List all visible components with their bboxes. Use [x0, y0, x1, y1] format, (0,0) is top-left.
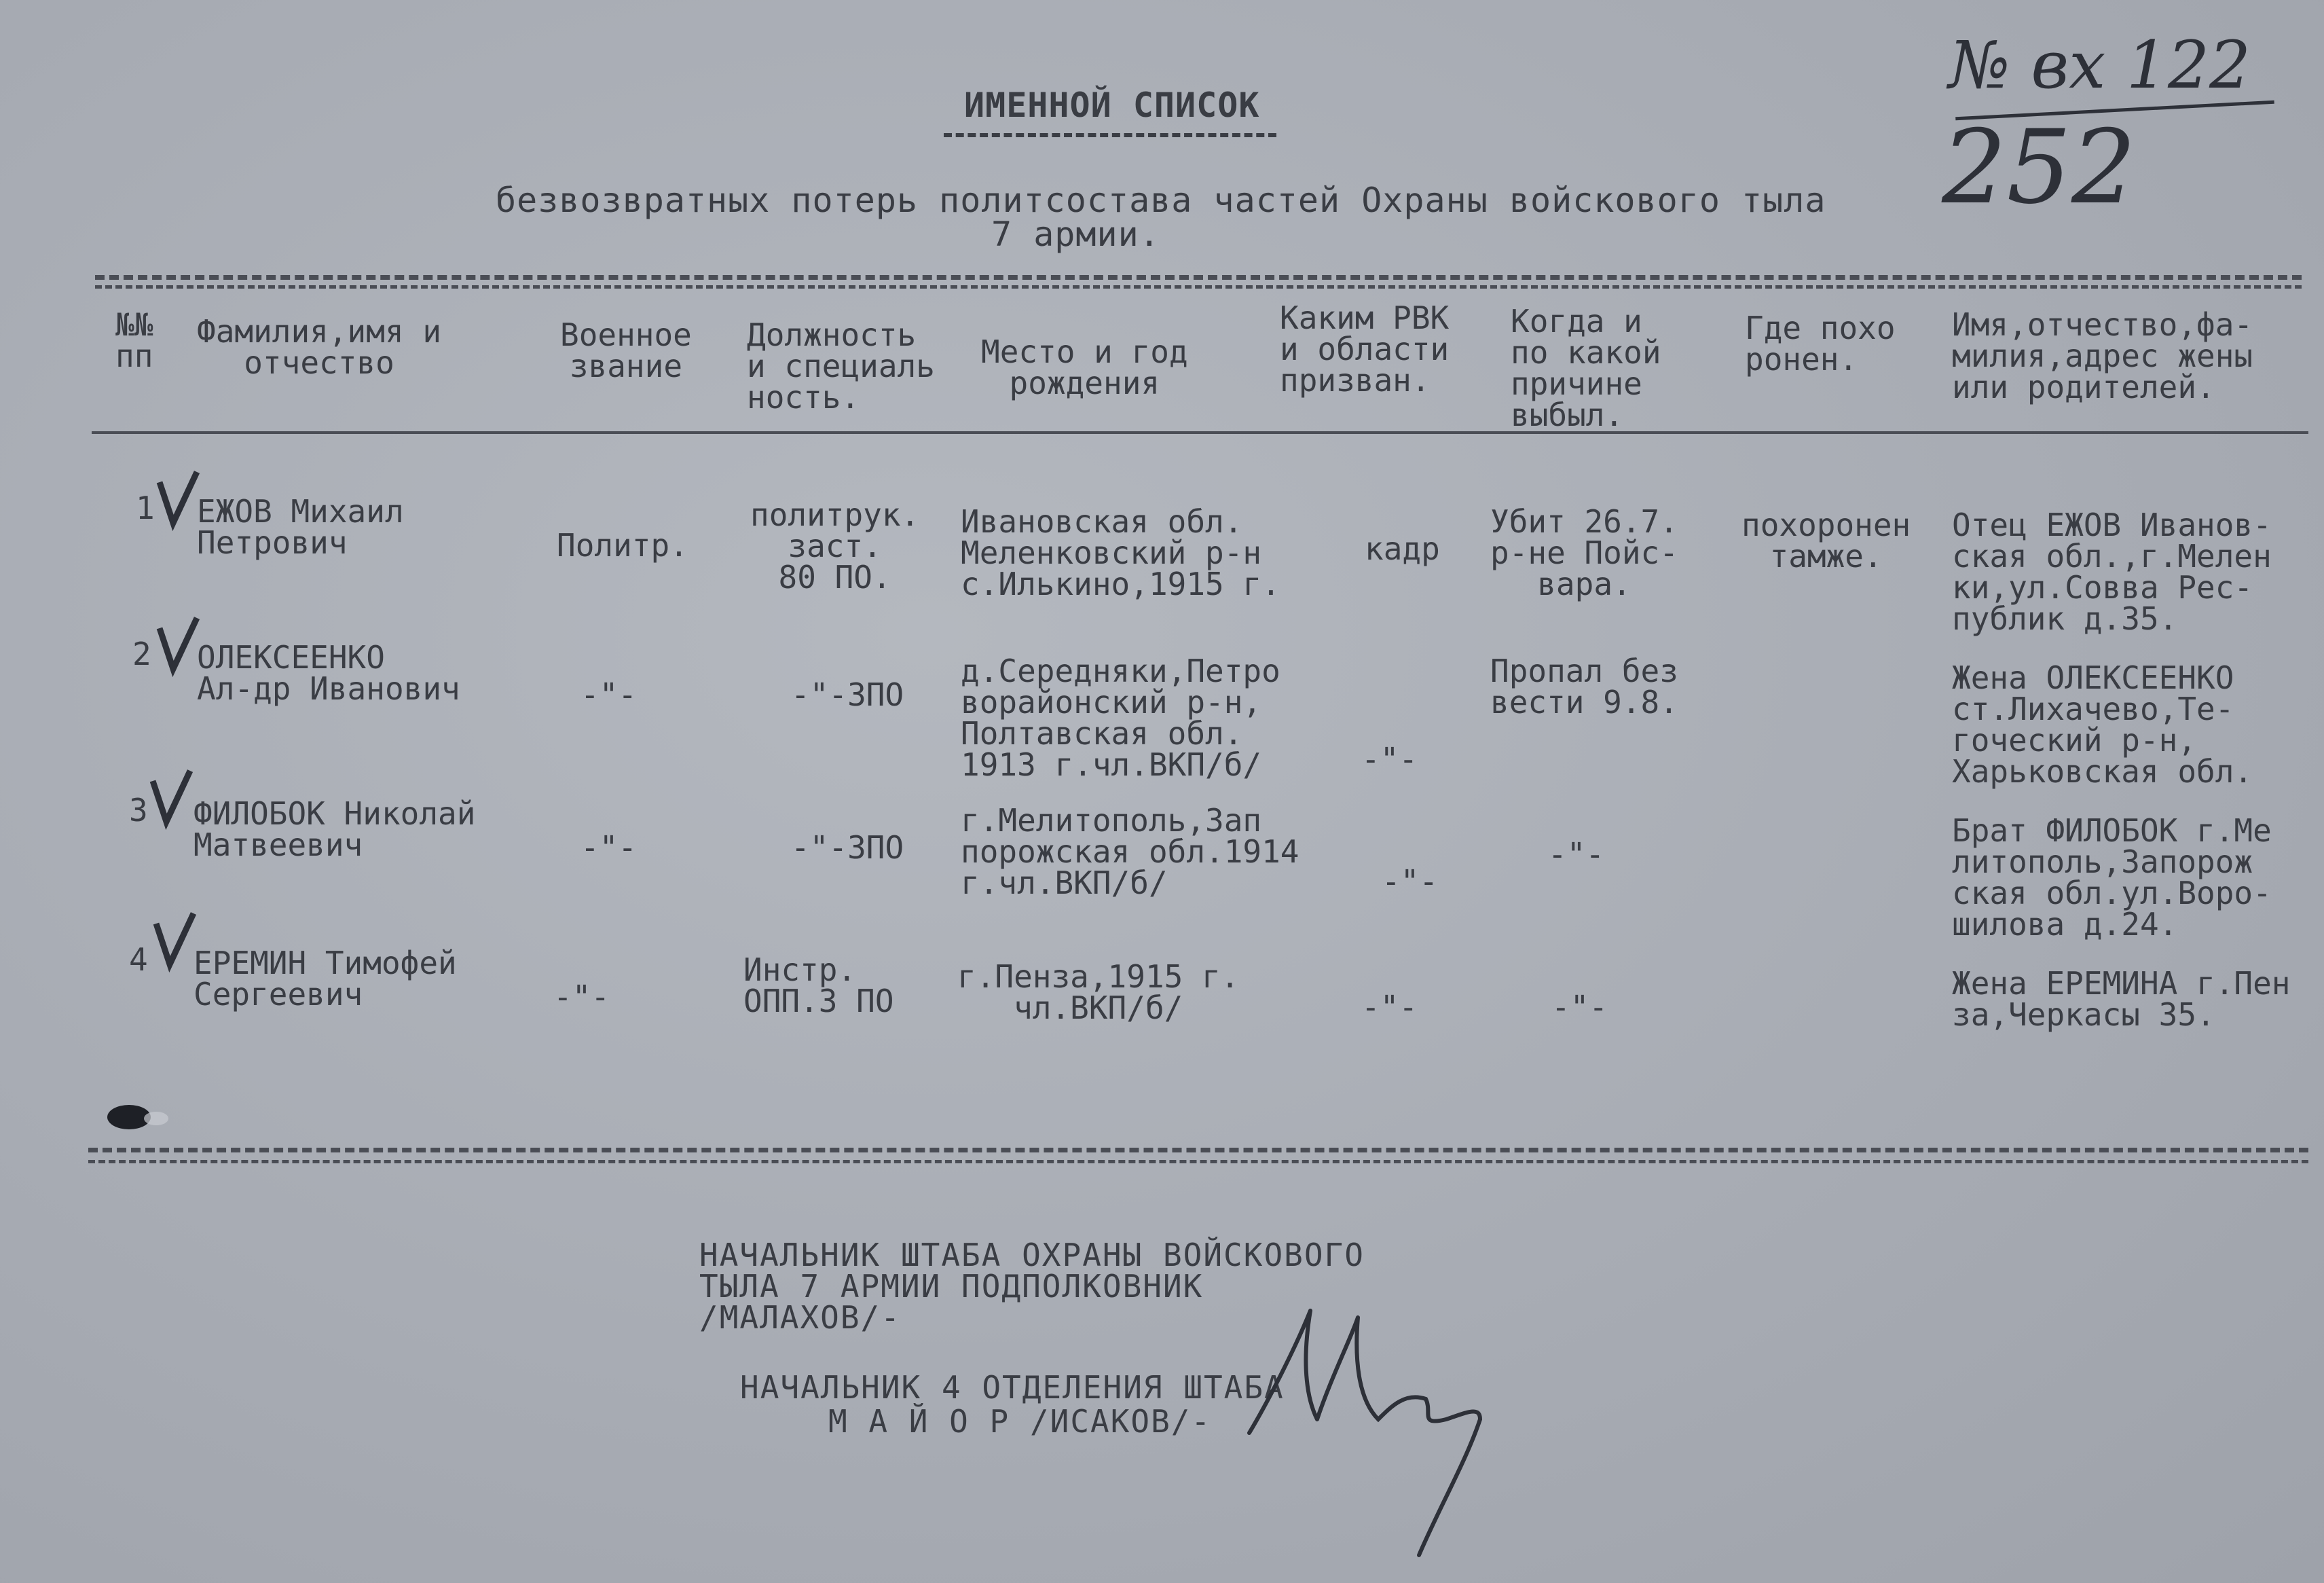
title-underline — [944, 133, 1276, 137]
page-number: 252 — [1942, 109, 2137, 227]
handwritten-signature-icon — [1222, 1284, 1507, 1569]
row3-rank: -"- — [580, 829, 638, 866]
row1-birth: Ивановская обл. Меленковский р-н с.Илькино,1915 г. — [961, 503, 1280, 602]
col-header-buried: Где похо ронен. — [1745, 310, 1896, 378]
row3-number: 3 — [129, 792, 148, 829]
archive-mark: № вх 122 — [1949, 27, 2251, 103]
table-top-rule — [95, 275, 2302, 280]
row3-name: ФИЛОБОК Николай Матвеевич — [193, 795, 476, 863]
row1-relatives: Отец ЕЖОВ Иванов- ская обл.,г.Мелен ки,ул.Совва Рес- публик д.35. — [1952, 507, 2272, 637]
row1-rank: Политр. — [557, 527, 688, 564]
row1-when: Убит 26.7. р-не Пойс- вара. — [1490, 503, 1678, 602]
row2-when: Пропал без вести 9.8. — [1490, 653, 1678, 721]
document-subtitle-line1: безвозвратных потерь политсостава частей Охраны войскового тыла — [496, 181, 1826, 220]
signature-block-chief-of-staff: НАЧАЛЬНИК ШТАБА ОХРАНЫ ВОЙСКОВОГО ТЫЛА 7 АРМИИ ПОДПОЛКОВНИК /МАЛАХОВ/- — [699, 1237, 1365, 1336]
row4-number: 4 — [129, 941, 148, 978]
col-header-rvk: Каким РВК и области призван. — [1280, 299, 1450, 399]
document-subtitle-line2: 7 армии. — [991, 215, 1160, 254]
row3-position: -"-ЗПО — [791, 829, 904, 866]
row4-rvk: -"- — [1361, 989, 1418, 1025]
row2-number: 2 — [132, 636, 151, 672]
col-header-name: Фамилия,имя и отчество — [197, 313, 442, 381]
row1-position: политрук. заст. 80 ПО. — [750, 496, 920, 596]
table-bottom-rule — [88, 1148, 2308, 1152]
row3-checkmark-icon — [149, 767, 197, 829]
col-header-when: Когда и по какой причине выбыл. — [1511, 303, 1661, 433]
row4-birth: г.Пенза,1915 г. чл.ВКП/б/ — [957, 958, 1240, 1026]
row4-rank: -"- — [553, 979, 610, 1015]
col-header-position: Должность и специаль ность. — [747, 316, 935, 416]
row3-birth: г.Мелитополь,Зап порожская обл.1914 г.чл.ВКП/б/ — [961, 802, 1299, 901]
header-bottom-rule — [92, 431, 2308, 434]
row1-rvk: кадр — [1365, 530, 1440, 567]
row4-relatives: Жена ЕРЕМИНА г.Пен за,Черкасы 35. — [1952, 965, 2291, 1033]
row2-birth: д.Середняки,Петро ворайонский р-н, Полтавская обл. 1913 г.чл.ВКП/б/ — [961, 653, 1280, 783]
row4-position: Инстр. ОПП.3 ПО — [743, 951, 894, 1019]
row1-buried: похоронен тамже. — [1741, 507, 1911, 575]
row2-rvk: -"- — [1361, 741, 1418, 778]
row3-when: -"- — [1548, 836, 1605, 873]
row2-position: -"-ЗПО — [791, 676, 904, 713]
row1-checkmark-icon — [156, 469, 204, 530]
row3-relatives: Брат ФИЛОБОК г.Ме литополь,Запорож ская обл.ул.Воро- шилова д.24. — [1952, 812, 2272, 943]
row2-relatives: Жена ОЛЕКСЕЕНКО ст.Лихачево,Те- гоческий р-н, Харьковская обл. — [1952, 659, 2253, 790]
col-header-relatives: Имя,отчество,фа- милия,адрес жены или родителей. — [1952, 306, 2253, 405]
row2-checkmark-icon — [156, 615, 204, 676]
row3-rvk: -"- — [1382, 863, 1439, 900]
row1-number: 1 — [136, 490, 155, 526]
col-header-birth: Место и год рождения — [981, 333, 1188, 401]
document-title: ИМЕННОЙ СПИСОК — [964, 86, 1260, 125]
signature-block-department-head-line1: НАЧАЛЬНИК 4 ОТДЕЛЕНИЯ ШТАБА — [740, 1369, 1285, 1406]
row2-rank: -"- — [580, 676, 638, 713]
table-top-rule-2 — [95, 285, 2302, 289]
row2-name: ОЛЕКСЕЕНКО Ал-др Иванович — [197, 639, 460, 707]
row4-when: -"- — [1551, 989, 1608, 1025]
row4-name: ЕРЕМИН Тимофей Сергеевич — [193, 945, 457, 1013]
ink-blot-icon — [105, 1097, 173, 1138]
table-bottom-rule-2 — [88, 1160, 2308, 1163]
row1-name: ЕЖОВ Михаил Петрович — [197, 493, 404, 561]
row4-checkmark-icon — [153, 910, 200, 971]
signature-block-department-head-line2: М А Й О Р /ИСАКОВ/- — [828, 1403, 1212, 1440]
col-header-number: №№ пп — [115, 306, 153, 374]
col-header-rank: Военное звание — [560, 316, 692, 384]
